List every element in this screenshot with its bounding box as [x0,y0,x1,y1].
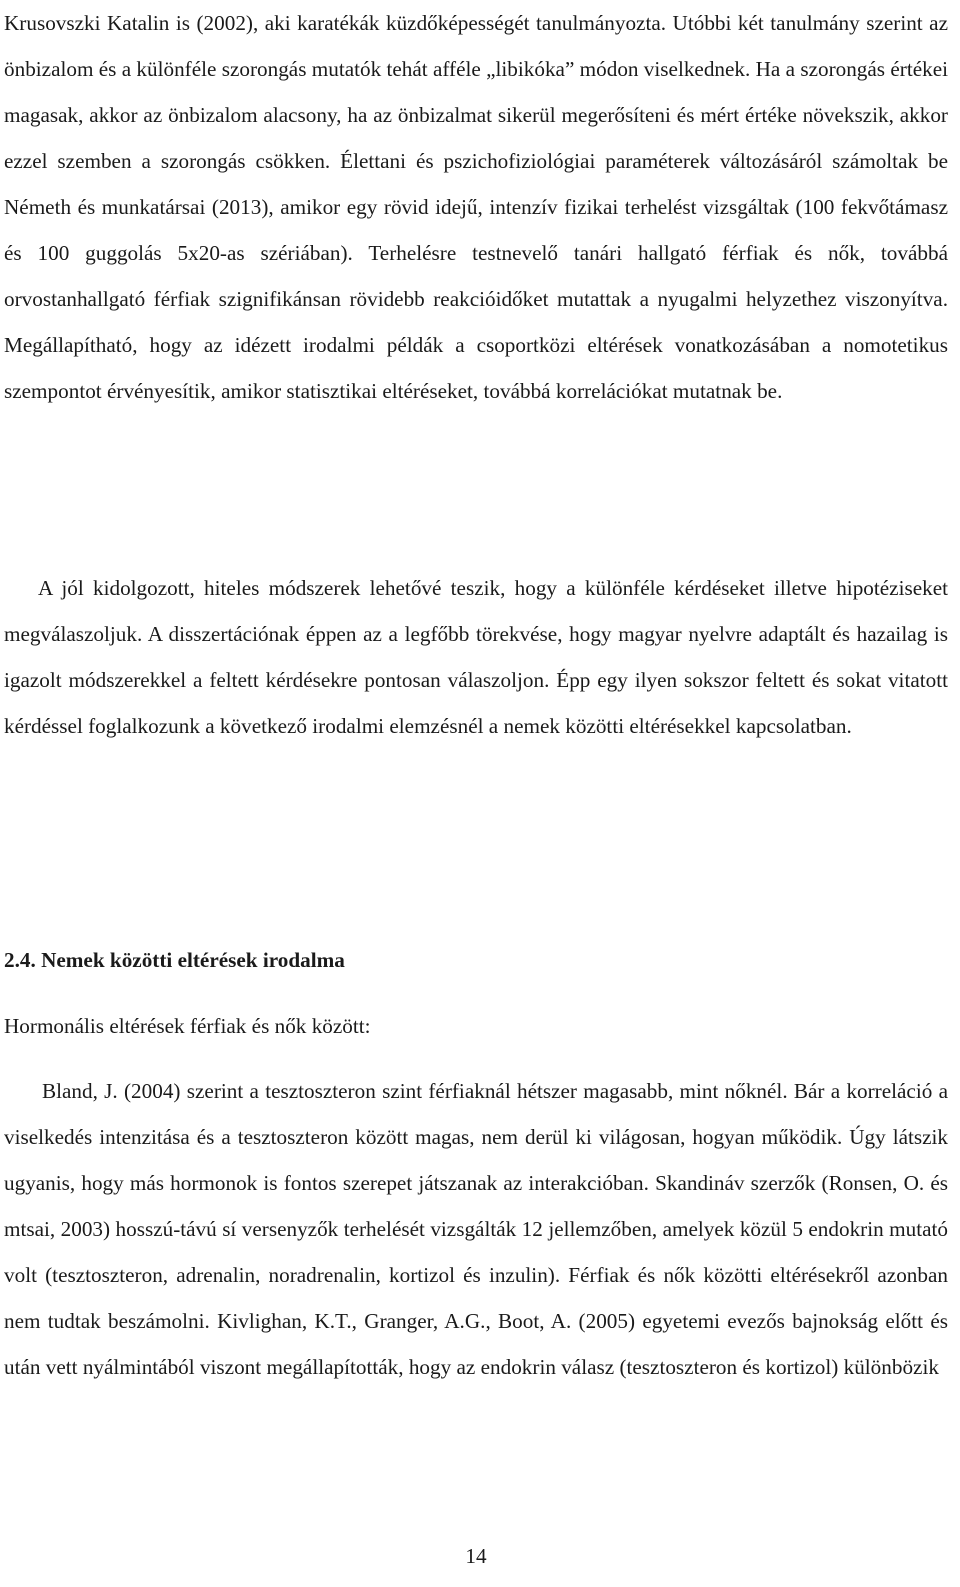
body-paragraph: Krusovszki Katalin is (2002), aki karatékák küzdőképességét tanulmányozta. Utóbbi két tanulmány szerint az önbizalom és a különféle szorongás mutatók tehát afféle „libikóka” módon viselkednek. Ha a szorongás értékei magasak, akkor az önbizalom alacsony, ha az önbizalmat sikerül megerősíteni és mért értéke növekszik, akkor ezzel szemben a szorongás csökken. Élettani és pszichofiziológiai paraméterek változásáról számoltak be Németh és munkatársai (2013), amikor egy rövid idejű, intenzív fizikai terhelést vizsgáltak (100 fekvőtámasz és 100 guggolás 5x20-as szériában). Terhelésre testnevelő tanári hallgató férfiak és nők, továbbá orvostanhallgató férfiak szignifikánsan rövidebb reakcióidőket mutattak a nyugalmi helyzethez viszonyítva. Megállapítható, hogy az idézett irodalmi példák a csoportközi eltérések vonatkozásában a nomotetikus szempontot érvényesítik, amikor statisztikai eltéréseket, továbbá korrelációkat mutatnak be. [4,11,948,403]
subheading: Hormonális eltérések férfiak és nők között: [4,1014,371,1038]
page-number: 14 [465,1544,487,1568]
body-paragraph: Bland, J. (2004) szerint a tesztoszteron szint férfiaknál hétszer magasabb, mint nőknél. Bár a korreláció a viselkedés intenzitása és a tesztoszteron között magas, nem derül ki világosan, hogyan működik. Úgy látszik ugyanis, hogy más hormonok is fontos szerepet játszanak az interakcióban. Skandináv szerzők (Ronsen, O. és mtsai, 2003) hosszú-távú sí versenyzők terhelését vizsgálták 12 jellemzőben, amelyek közül 5 endokrin mutató volt (tesztoszteron, adrenalin, noradrenalin, kortizol és inzulin). Férfiak és nők közötti eltérésekről azonban nem tudtak beszámolni. Kivlighan, K.T., Granger, A.G., Boot, A. (2005) egyetemi evezős bajnokság előtt és után vett nyálmintából viszont megállapították, hogy az endokrin válasz (tesztoszteron és kortizol) különbözik [4,1079,948,1379]
section-heading: 2.4. Nemek közötti eltérések irodalma [4,948,345,972]
body-paragraph: A jól kidolgozott, hiteles módszerek lehetővé teszik, hogy a különféle kérdéseket illetve hipotéziseket megválaszoljuk. A disszertációnak éppen az a legfőbb törekvése, hogy magyar nyelvre adaptált és hazailag is igazolt módszerekkel a feltett kérdésekre pontosan válaszoljon. Épp egy ilyen sokszor feltett és sokat vitatott kérdéssel foglalkozunk a következő irodalmi elemzésnél a nemek közötti eltérésekkel kapcsolatban. [4,576,948,738]
